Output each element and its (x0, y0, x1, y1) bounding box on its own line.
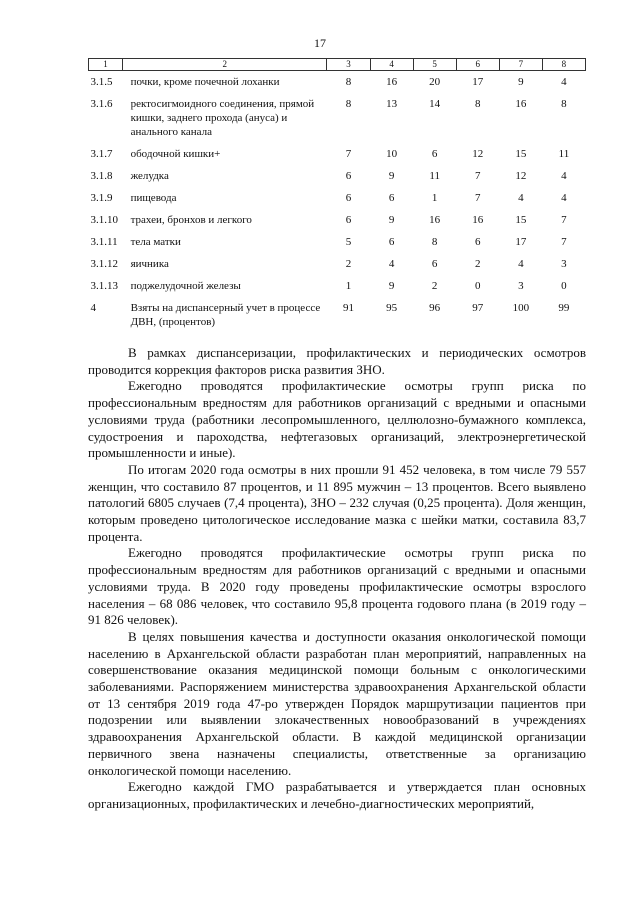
row-value: 10 (386, 148, 398, 160)
row-value: 6 (345, 170, 352, 182)
row-value: 6 (388, 236, 395, 248)
body-text (88, 345, 586, 813)
paragraph: В рамках диспансеризации, профилактических и периодических осмотров проводится коррекция факторов риска развития ЗНО. (88, 345, 586, 377)
row-value: 0 (474, 280, 481, 292)
table-row (89, 253, 586, 275)
row-value: 0 (561, 280, 567, 292)
row-code: 3.1.8 (90, 170, 113, 182)
row-label: ректосигмоидного соединения, прямой кишки, заднего прохода (ануса) и анального канала (130, 98, 315, 138)
row-value: 7 (561, 214, 567, 226)
row-value: 96 (429, 302, 441, 314)
row-value: 9 (388, 280, 395, 292)
table-row (89, 143, 586, 165)
row-value: 4 (518, 258, 524, 270)
row-code: 3.1.9 (90, 192, 113, 204)
statistics-table (88, 58, 586, 333)
row-value: 2 (474, 258, 481, 270)
table-row (89, 93, 586, 143)
row-value: 6 (345, 214, 352, 226)
row-value: 95 (386, 302, 398, 314)
column-header: 8 (542, 59, 585, 71)
row-label: трахеи, бронхов и легкого (130, 214, 252, 226)
row-code: 3.1.12 (90, 258, 118, 270)
row-label: поджелудочной железы (130, 280, 241, 292)
row-value: 7 (474, 192, 481, 204)
row-value: 16 (515, 98, 527, 110)
row-code: 3.1.7 (90, 148, 113, 160)
row-value: 1 (345, 280, 352, 292)
paragraph: Ежегодно каждой ГМО разрабатывается и утверждается план основных организационных, профилактических и лечебно-диагностических мероприятий, (88, 779, 586, 811)
row-value: 6 (474, 236, 481, 248)
row-value: 7 (561, 236, 567, 248)
row-value: 4 (561, 192, 567, 204)
row-value: 8 (345, 76, 352, 88)
column-header: 5 (413, 59, 456, 71)
table-row (89, 209, 586, 231)
paragraph: Ежегодно проводятся профилактические осмотры групп риска по профессиональным вредностям для работников организаций с вредными и опасными условиями труда (работники лесопромышленного, целлюлозно-бумажного комплекса, судостроения и пароходства, нефтегазовых организаций, электроэнергетической промышленности и иные). (88, 378, 586, 461)
row-value: 6 (431, 258, 438, 270)
row-value: 8 (561, 98, 567, 110)
row-value: 13 (386, 98, 398, 110)
row-value: 12 (472, 148, 484, 160)
row-value: 12 (515, 170, 527, 182)
column-header: 7 (499, 59, 542, 71)
table-row (89, 297, 586, 333)
row-value: 1 (431, 192, 438, 204)
row-value: 99 (558, 302, 570, 314)
row-value: 4 (561, 170, 567, 182)
row-code: 4 (90, 302, 96, 314)
table-row (89, 165, 586, 187)
row-value: 9 (388, 214, 395, 226)
page-number: 17 (314, 36, 326, 50)
row-code: 3.1.5 (90, 76, 113, 88)
row-value: 17 (472, 76, 484, 88)
column-header: 1 (89, 59, 123, 71)
row-value: 11 (558, 148, 570, 160)
row-value: 6 (431, 148, 438, 160)
row-value: 5 (345, 236, 352, 248)
row-label: почки, кроме почечной лоханки (130, 76, 280, 88)
row-value: 3 (561, 258, 567, 270)
row-value: 15 (515, 214, 527, 226)
row-value: 100 (512, 302, 530, 314)
row-label: пищевода (130, 192, 177, 204)
row-value: 4 (388, 258, 395, 270)
row-value: 4 (561, 76, 567, 88)
row-label: тела матки (130, 236, 181, 248)
row-value: 2 (431, 280, 438, 292)
row-value: 6 (388, 192, 395, 204)
paragraph: В целях повышения качества и доступности оказания онкологической помощи населению в Архангельской области разработан план мероприятий, направленных на совершенствование оказания медицинской помощи больным с онкологическими заболеваниями. Распоряжением министерства здравоохранения Архангельской области от 13 сентября 2019 года 47-ро утвержден Порядок маршрутизации пациентов при подозрении или выявлении злокачественных новообразований в учреждениях здравоохранения Архангельской области. В каждой медицинской организации первичного звена назначены специалисты, ответственные за организацию онкологической помощи населению. (88, 628, 586, 778)
table-header-row (89, 59, 586, 71)
row-value: 11 (429, 170, 440, 182)
column-header: 2 (123, 59, 327, 71)
paragraph: По итогам 2020 года осмотры в них прошли 91 452 человека, в том числе 79 557 женщин, что составило 87 процентов, и 11 895 мужчин – 13 процентов. Всего выявлено патологий 6805 случаев (7,4 процента), ЗНО – 232 случая (0,25 процента). Доля женщин, которым проведено цитологическое исследование мазка с шейки матки, составила 83,7 процента. (88, 461, 586, 544)
row-code: 3.1.6 (90, 98, 113, 110)
row-value: 8 (431, 236, 438, 248)
row-label: яичника (130, 258, 169, 270)
row-value: 8 (474, 98, 481, 110)
table-row (89, 231, 586, 253)
row-value: 91 (343, 302, 354, 314)
row-code: 3.1.11 (90, 236, 118, 248)
row-value: 9 (518, 76, 524, 88)
row-value: 16 (386, 76, 398, 88)
table-row (89, 71, 586, 94)
row-value: 17 (515, 236, 527, 248)
row-value: 9 (388, 170, 395, 182)
row-label: ободочной кишки+ (130, 148, 221, 160)
table-body (89, 71, 586, 334)
row-value: 97 (472, 302, 484, 314)
row-value: 7 (345, 148, 352, 160)
row-value: 14 (429, 98, 441, 110)
row-value: 15 (515, 148, 527, 160)
row-value: 8 (345, 98, 352, 110)
row-value: 20 (429, 76, 441, 88)
row-value: 16 (429, 214, 441, 226)
row-label: желудка (130, 170, 169, 182)
row-value: 3 (518, 280, 524, 292)
row-code: 3.1.10 (90, 214, 118, 226)
table-row (89, 275, 586, 297)
row-code: 3.1.13 (90, 280, 118, 292)
column-header: 4 (370, 59, 413, 71)
row-value: 16 (472, 214, 484, 226)
column-header: 3 (327, 59, 370, 71)
row-value: 6 (345, 192, 352, 204)
row-value: 2 (345, 258, 352, 270)
table-row (89, 187, 586, 209)
column-header: 6 (456, 59, 499, 71)
paragraph: Ежегодно проводятся профилактические осмотры групп риска по профессиональным вредностям для работников организаций с вредными и опасными условиями труда. В 2020 году проведены профилактические осмотры взрослого населения – 68 086 человек, что составило 95,8 процента годового плана (в 2019 году – 91 826 человек). (88, 545, 586, 628)
row-value: 4 (518, 192, 524, 204)
row-label: Взяты на диспансерный учет в процессе ДВН, (процентов) (130, 302, 321, 328)
row-value: 7 (474, 170, 481, 182)
